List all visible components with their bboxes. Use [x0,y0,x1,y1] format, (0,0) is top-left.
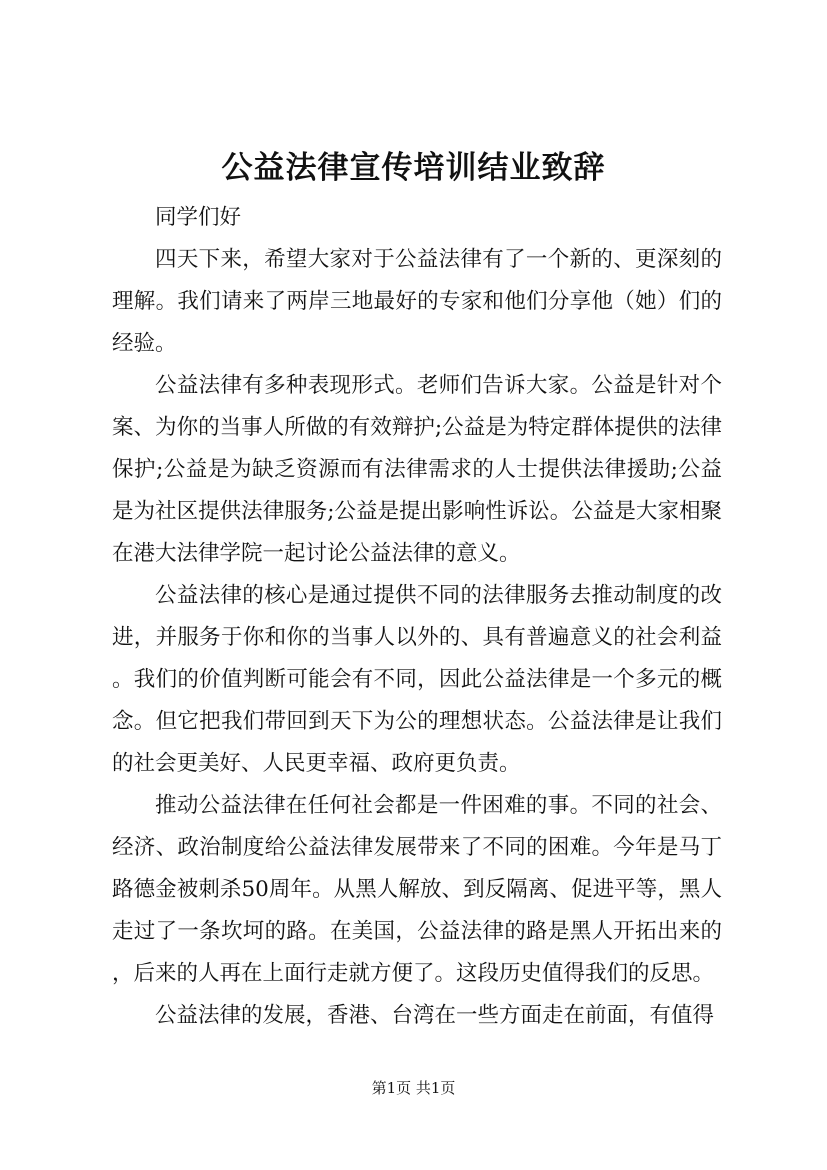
paragraph-5: 公益法律的发展，香港、台湾在一些方面走在前面，有值得 [155,1003,715,1028]
paragraph-3: 公益法律的核心是通过提供不同的法律服务去推动制度的改进，并服务于你和你的当事人以外的、具有普遍意义的社会利益。我们的价值判断可能会有不同，因此公益法律是一个多元的概念。但它把我们带回到天下为公的理想状态。公益法律是让我们的社会更美好、人民更幸福、政府更负责。 [112,583,722,776]
paragraph-greeting: 同学们好 [155,205,242,230]
paragraph-1: 四天下来，希望大家对于公益法律有了一个新的、更深刻的理解。我们请来了两岸三地最好的专家和他们分享他（她）们的经验。 [112,247,722,356]
document-title: 公益法律宣传培训结业致辞 [221,150,606,186]
document-body [112,197,722,1037]
paragraph-4: 推动公益法律在任何社会都是一件困难的事。不同的社会、经济、政治制度给公益法律发展带来了不同的困难。今年是马丁路德金被刺杀50周年。从黑人解放、到反隔离、促进平等，黑人走过了一条坎坷的路。在美国，公益法律的路是黑人开拓出来的，后来的人再在上面行走就方便了。这段历史值得我们的反思。 [112,793,722,986]
page-footer: 第1页 共1页 [371,1079,456,1097]
paragraph-2: 公益法律有多种表现形式。老师们告诉大家。公益是针对个案、为你的当事人所做的有效辩护;公益是为特定群体提供的法律保护;公益是为缺乏资源而有法律需求的人士提供法律援助;公益是为社区提供法律服务;公益是提出影响性诉讼。公益是大家相聚在港大法律学院一起讨论公益法律的意义。 [112,373,722,566]
